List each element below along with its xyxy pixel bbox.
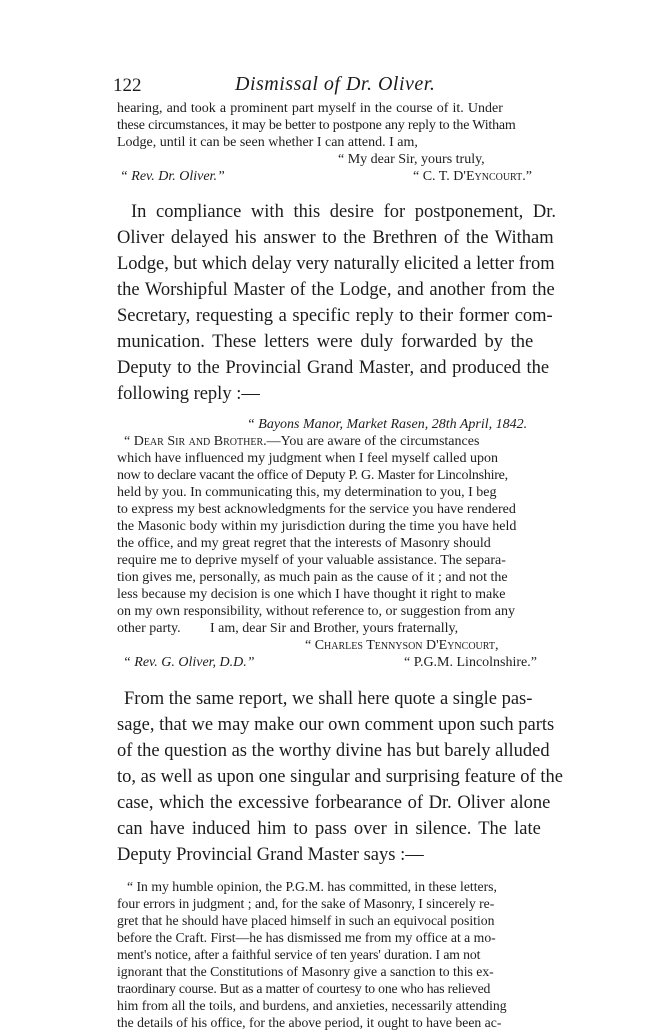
quote-line: ment's notice, after a faithful service of ten years' duration. I am not [117,947,481,962]
letter2-line: other party. [117,621,181,636]
letter2-salutation: “ Dear Sir and Brother. [124,434,267,449]
paragraph1-line: Secretary, requesting a specific reply to their former com- [117,306,553,326]
quote-line: ignorant that the Constitutions of Masonry give a sanction to this ex- [117,964,494,979]
paragraph2-line: can have induced him to pass over in silence. The late [117,819,541,839]
quote-line: before the Craft. First—he has dismissed me from my office at a mo- [117,930,496,945]
letter2-signature-title: “ P.G.M. Lincolnshire.” [404,655,537,670]
letter2-line: now to declare vacant the office of Deputy P. G. Master for Lincolnshire, [117,468,508,483]
paragraph1-line: Lodge, but which delay very naturally elicited a letter from [117,254,555,274]
letter2-line: I am, dear Sir and Brother, yours fraternally, [210,621,459,636]
quote-line: gret that he should have placed himself in such an equivocal position [117,913,495,928]
letter2-line: which have influenced my judgment when I feel myself called upon [117,451,498,466]
quote-line: the details of his office, for the above period, it ought to have been ac- [117,1015,502,1030]
quote-line: traordinary course. But as a matter of courtesy to one who has relieved [117,981,491,996]
paragraph1-line: Deputy to the Provincial Grand Master, and produced the [117,358,550,378]
letter2-line: tion gives me, personally, as much pain as the cause of it ; and not the [117,570,508,585]
paragraph2-line: sage, that we may make our own comment upon such parts [117,715,555,735]
letter2-signature: “ Charles Tennyson D'Eyncourt, [305,638,499,653]
paragraph1-line: In compliance with this desire for postponement, Dr. [131,202,556,222]
letter1-line: these circumstances, it may be better to postpone any reply to the Witham [117,118,516,133]
letter1-line: Lodge, until it can be seen whether I can attend. I am, [117,135,418,150]
paragraph1-line: Oliver delayed his answer to the Brethren of the Witham [117,228,554,248]
letter2-line: to express my best acknowledgments for the service you have rendered [117,502,516,517]
letter1-line: hearing, and took a prominent part myself in the course of it. Under [117,101,503,116]
letter1-addressee: “ Rev. Dr. Oliver.” [120,169,225,184]
letter2-first-line [124,434,479,450]
quote-line: “ In my humble opinion, the P.G.M. has committed, in these letters, [127,879,497,894]
paragraph2-line: From the same report, we shall here quote a single pas- [124,689,533,709]
paragraph1-line: munication. These letters were duly forwarded by the [117,332,534,352]
paragraph1-line: following reply :— [117,384,260,404]
letter2-line: —You are aware of the circumstances [266,434,480,449]
letter2-line: less because my decision is one which I have thought it right to make [117,587,506,602]
running-title: Dismissal of Dr. Oliver. [235,73,436,95]
letter2-line: the office, and my great regret that the interests of Masonry should [117,536,491,551]
letter2-line: on my own responsibility, without reference to, or suggestion from any [117,604,516,619]
page-number: 122 [113,75,142,96]
letter2-dateline: “ Bayons Manor, Market Rasen, 28th April, 1842. [247,417,528,432]
paragraph2-line: of the question as the worthy divine has but barely alluded [117,741,550,761]
letter2-line: held by you. In communicating this, my determination to you, I beg [117,485,497,500]
letter1-signature: “ C. T. D'Eyncourt.” [413,169,532,184]
letter2-line: the Masonic body within my jurisdiction during the time you have held [117,519,517,534]
letter2-addressee: “ Rev. G. Oliver, D.D.” [123,655,255,670]
paragraph2-line: to, as well as upon one singular and surprising feature of the [117,767,563,787]
letter1-closing: “ My dear Sir, yours truly, [338,152,485,167]
quote-line: him from all the toils, and burdens, and anxieties, necessarily attending [117,998,507,1013]
paragraph2-line: case, which the excessive forbearance of Dr. Oliver alone [117,793,551,813]
quote-line: four errors in judgment ; and, for the sake of Masonry, I sincerely re- [117,896,495,911]
letter2-line: require me to deprive myself of your valuable assistance. The separa- [117,553,506,568]
paragraph2-line: Deputy Provincial Grand Master says :— [117,845,424,865]
paragraph1-line: the Worshipful Master of the Lodge, and another from the [117,280,555,300]
